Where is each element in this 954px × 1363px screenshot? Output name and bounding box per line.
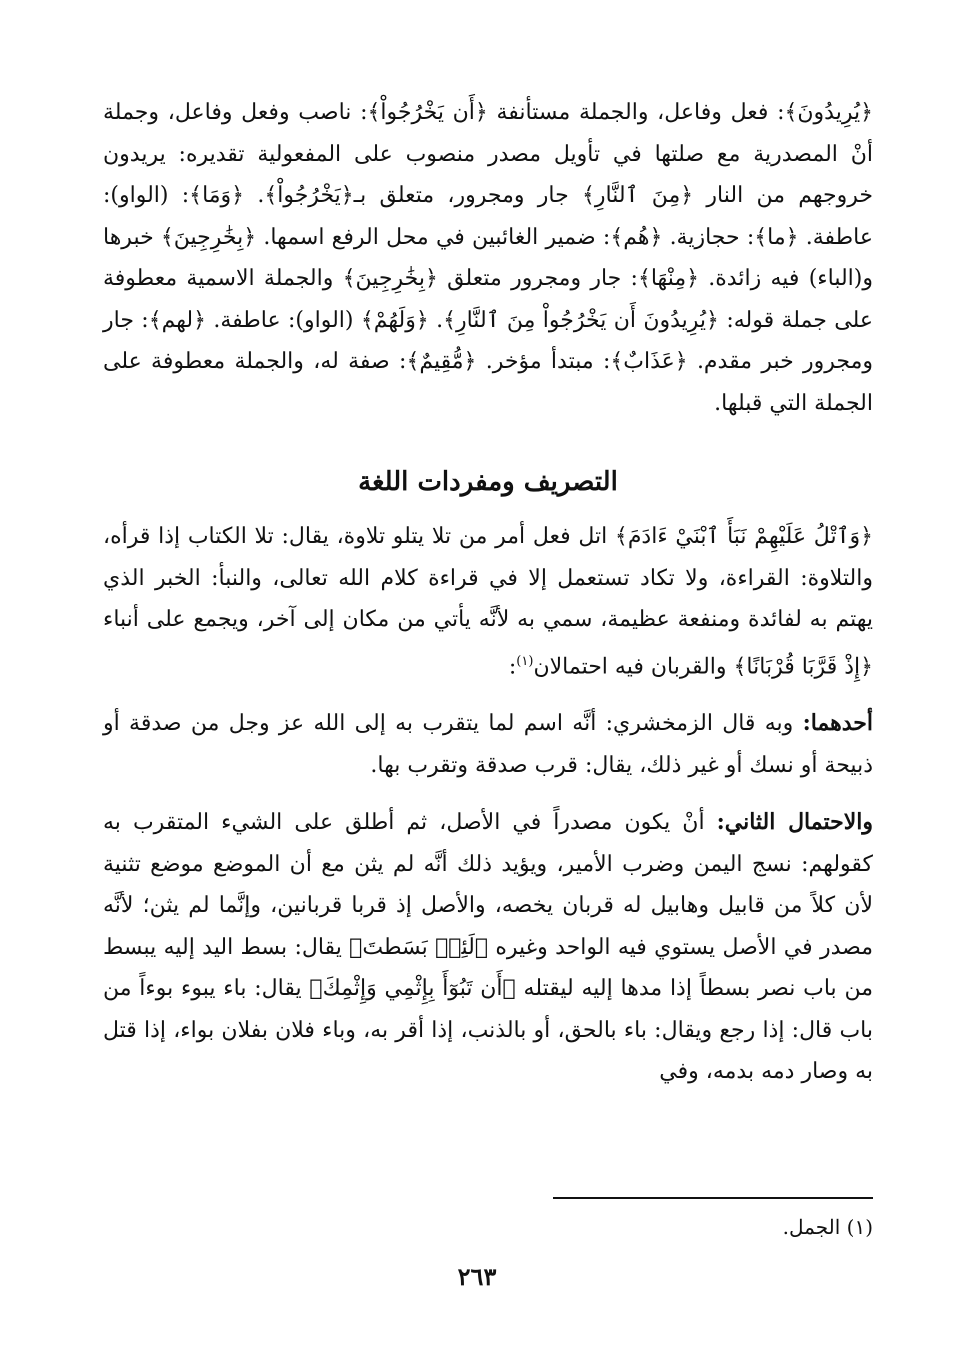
paragraph-vocabulary	[103, 516, 873, 687]
paragraph-vocabulary-end: :	[508, 653, 517, 679]
paragraph-second-opinion	[103, 802, 873, 1093]
footnote-divider	[553, 1197, 873, 1199]
section-heading: التصريف ومفردات اللغة	[358, 467, 618, 497]
first-opinion-text: وبه قال الزمخشري: أنَّه اسم لما يتقرب به إلى الله عز وجل من صدقة أو ذبيحة أو نسك أو غير ذلك، يقال: قرب صدقة وتقرب بها.	[103, 711, 873, 778]
paragraph-vocabulary-text: ﴿وَٱتْلُ عَلَيْهِمْ نَبَأَ ٱبْنَيْ ءَادَمَ﴾ اتل فعل أمر من تلا يتلو تلاوة، يقال: تلا الكتاب إذا قرأه، والتلاوة: القراءة، ولا تكاد تستعمل إلا في قراءة كلام الله تعالى، والنبأ: الخبر الذي يهتم به لفائدة ومنفعة عظيمة، سمي به لأنَّه يأتي من مكان إلى آخر، ويجمع على أنباء ﴿إِذْ قَرَّبَا قُرْبَانًا﴾ والقربان فيه احتمالان	[103, 524, 873, 679]
page-body	[103, 92, 873, 1093]
page-number: ٢٦٣	[457, 1262, 497, 1291]
first-opinion-lead: أحدهما:	[802, 710, 873, 737]
paragraph-irab: ﴿يُرِيدُونَ﴾: فعل وفاعل، والجملة مستأنفة ﴿أَن يَخْرُجُواْ﴾: ناصب وفعل وفاعل، وجملة أنْ المصدرية مع صلتها في تأويل مصدر منصوب على المفعولية تقديره: يريدون خروجهم من النار ﴿مِنَ ٱلنَّارِ﴾ جار ومجرور، متعلق بـ﴿يَخْرُجُواْ﴾. ﴿وَمَا﴾: (الواو): عاطفة. ﴿ما﴾: حجازية. ﴿هُم﴾: ضمير الغائبين في محل الرفع اسمها. ﴿بِخَٰرِجِينَ﴾ خبرها و(الباء) فيه زائدة. ﴿مِنْهَا﴾: جار ومجرور متعلق ﴿بِخَٰرِجِينَ﴾ والجملة الاسمية معطوفة على جملة قوله: ﴿يُرِيدُونَ أَن يَخْرُجُواْ مِنَ ٱلنَّارِ﴾. ﴿وَلَهُمْ﴾ (الواو): عاطفة. ﴿لهم﴾: جار ومجرور خبر مقدم. ﴿عَذَابٌ﴾: مبتدأ مؤخر. ﴿مُّقِيمٌ﴾: صفة له، والجملة معطوفة على الجملة التي قبلها.	[103, 100, 873, 416]
footnote: (١) الجمل.	[782, 1215, 873, 1239]
footnote-reference: (١)	[516, 653, 534, 669]
second-opinion-text: أنْ يكون مصدراً في الأصل، ثم أطلق على الشيء المتقرب به كقولهم: نسج اليمن وضرب الأمير، ويؤيد ذلك أنَّه لم يثن مع أن الموضع موضع تثنية لأن كلاً من قابيل وهابيل له قربان يخصه، والأصل إذ قربا قربانين، وإنَّما لم يثن؛ لأنَّه مصدر في الأصل يستوي فيه الواحد وغيره ﴿لَئِنۢ بَسَطتَ﴾ يقال: بسط اليد إليه يبسط من باب نصر بسطاً إذا مدها إليه ليقتله ﴿أَن تَبُوٓأَ بِإِثْمِي وَإِثْمِكَ﴾ يقال: باء يبوء بوءاً من باب قال: إذا رجع ويقال: باء بالحق، أو بالذنب، إذا أقر به، وباء فلان بفلان بواء، إذا قتل به وصار دمه بدمه، وفي	[103, 810, 873, 1085]
second-opinion-lead: والاحتمال الثاني:	[716, 809, 874, 836]
paragraph-first-opinion	[103, 703, 873, 786]
